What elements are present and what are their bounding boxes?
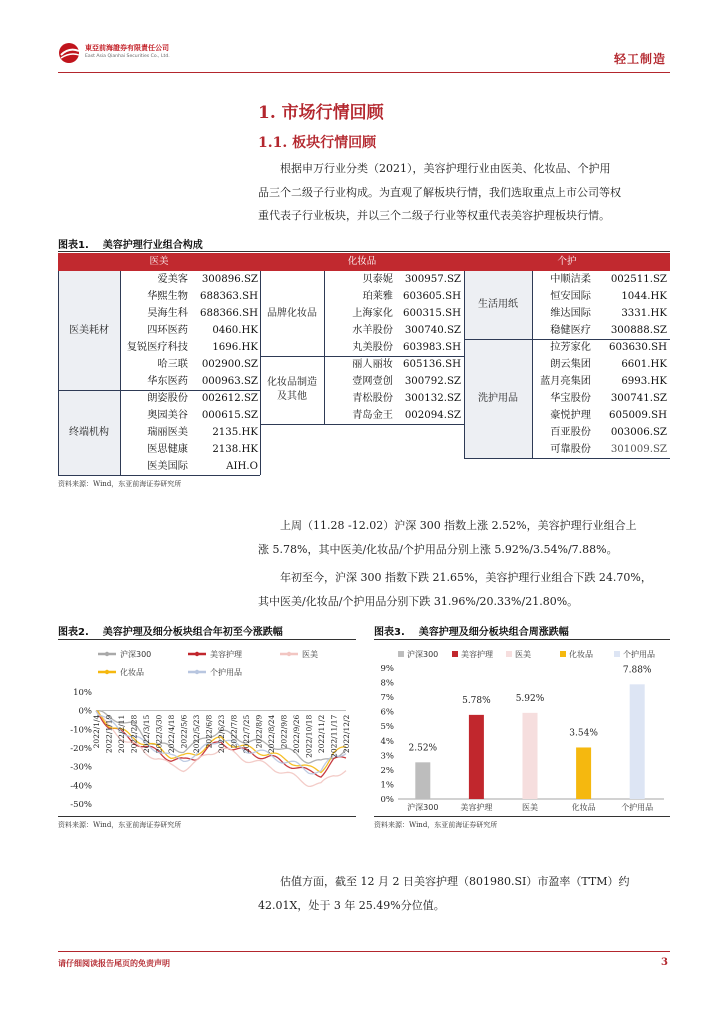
header-medbeauty: 医美 <box>58 253 260 271</box>
x-tick-label: 2022/5/6 <box>179 714 189 749</box>
x-tick-label: 2022/2/11 <box>117 714 126 754</box>
y-tick-label: 0% <box>78 706 92 717</box>
x-tick-label: 2022/10/18 <box>304 714 314 758</box>
text-line: 上周（11.28 -12.02）沪深 300 指数上涨 2.52%，美容护理行业组合上 <box>280 519 637 532</box>
text-line: 年初至今，沪深 300 指数下跌 21.65%，美容护理行业组合下跌 24.70%， <box>280 571 652 584</box>
figure2-number: 图表2. <box>58 627 89 638</box>
company-name-en: East Asia Qianhai Securities Co., Ltd. <box>85 54 170 59</box>
legend-label: 个护用品 <box>210 668 242 677</box>
category-label: 医美 <box>522 803 538 812</box>
company-name: 朗姿股份 <box>147 393 188 404</box>
x-tick-label: 2022/4/18 <box>167 714 176 754</box>
stock-code: 003006.SZ <box>610 427 667 438</box>
stock-code: 300740.SZ <box>404 325 461 336</box>
figure3-source: 资料来源：Wind，东亚前海证券研究所 <box>374 821 498 829</box>
header-divider <box>58 72 670 73</box>
company-name: 四环医药 <box>147 325 188 336</box>
bar <box>469 715 484 799</box>
legend-swatch <box>506 651 512 657</box>
page-header <box>58 40 670 72</box>
text-line: 其中医美/化妆品/个护用品分别下跌 31.96%/20.33%/21.80%。 <box>258 594 579 608</box>
stock-code: 002511.SZ <box>610 274 667 285</box>
stock-code: 1696.HK <box>212 342 258 353</box>
legend-label: 化妆品 <box>569 650 593 659</box>
group-medbeauty-consumables: 医美耗材 <box>58 271 120 390</box>
company-name: 复锐医疗科技 <box>126 342 188 353</box>
company-name: 华宝股份 <box>550 393 591 404</box>
legend-label: 医美 <box>302 650 318 659</box>
figure1-number: 图表1. <box>58 240 89 251</box>
x-tick-label: 2022/6/23 <box>217 714 226 754</box>
y-tick-label: 5% <box>380 722 394 733</box>
company-name: 华东医药 <box>147 376 188 387</box>
bar <box>630 684 645 799</box>
bar <box>576 747 591 799</box>
data-label: 5.92% <box>515 693 545 704</box>
figure1-caption <box>58 236 203 251</box>
legend-swatch <box>614 651 620 657</box>
y-tick-label: 6% <box>380 707 394 718</box>
stock-code: 2135.HK <box>212 427 258 438</box>
company-name: 上海家化 <box>352 308 393 319</box>
company-name: 拉芳家化 <box>550 342 591 353</box>
company-name: 瑞丽医美 <box>147 427 188 438</box>
legend-marker <box>105 670 109 674</box>
company-name: 医美国际 <box>147 461 188 472</box>
text-line: 估值方面，截至 12 月 2 日美容护理（801980.SI）市盈率（TTM）约 <box>280 875 630 888</box>
company-name: 医思健康 <box>147 444 188 455</box>
stock-code: 600315.SH <box>403 308 461 319</box>
table-border <box>464 271 465 458</box>
legend-label: 个护用品 <box>623 650 655 659</box>
y-tick-label: 8% <box>380 678 394 689</box>
x-tick-label: 2022/9/26 <box>292 714 301 754</box>
legend-marker <box>287 652 291 656</box>
company-name: 珀莱雅 <box>362 291 393 302</box>
text-line: 重代表子行业板块，并以三个二级子行业等权重代表美容护理板块行情。 <box>258 209 610 222</box>
x-tick-label: 2022/9/8 <box>279 714 289 749</box>
company-name: 爱美客 <box>157 274 188 285</box>
stock-code: 002612.SZ <box>201 393 258 404</box>
company-name: 豪悦护理 <box>550 410 591 421</box>
table-border <box>260 424 464 425</box>
stock-code: 300792.SZ <box>404 376 461 387</box>
figure1-source: 资料来源：Wind，东亚前海证券研究所 <box>58 480 182 488</box>
header-cosmetics: 化妆品 <box>260 253 464 271</box>
stock-code: 301009.SZ <box>610 444 667 455</box>
figure2-caption-rule <box>58 639 356 640</box>
table-border <box>58 271 59 475</box>
company-name: 奥园美谷 <box>147 410 188 421</box>
valuation-paragraph <box>258 870 670 917</box>
stock-code: 6601.HK <box>621 359 667 370</box>
figure3-number: 图表3. <box>374 627 405 638</box>
stock-code: AIH.O <box>226 461 258 472</box>
figure1-title: 美容护理行业组合构成 <box>102 240 203 251</box>
stock-code: 1044.HK <box>621 291 667 302</box>
x-tick-label: 2022/2/28 <box>129 714 139 754</box>
y-tick-label: -20% <box>70 744 92 754</box>
figure2-source: 资料来源：Wind，东亚前海证券研究所 <box>58 821 182 829</box>
legend-label: 沪深300 <box>120 650 152 659</box>
company-name: 青岛金王 <box>352 410 393 421</box>
figure3-caption-rule <box>374 639 670 640</box>
table-border <box>464 458 670 459</box>
stock-code: 000963.SZ <box>201 376 258 387</box>
figure2-caption <box>58 623 283 638</box>
company-name: 可靠股份 <box>550 444 591 455</box>
stock-code: 605136.SH <box>403 359 461 370</box>
company-name: 青松股份 <box>352 393 393 404</box>
intro-paragraph <box>258 157 670 228</box>
stock-code: 0460.HK <box>212 325 258 336</box>
bar <box>523 713 538 799</box>
company-name: 蓝月亮集团 <box>540 376 591 387</box>
stock-code: 688366.SH <box>200 308 258 319</box>
y-tick-label: 9% <box>380 664 394 674</box>
data-label: 7.88% <box>622 665 652 676</box>
x-tick-label: 2022/1/4 <box>92 714 101 749</box>
company-name: 稳健医疗 <box>550 325 591 336</box>
data-label: 5.78% <box>462 695 491 706</box>
company-name: 壹网壹创 <box>352 376 393 387</box>
x-tick-label: 2022/6/8 <box>204 714 214 749</box>
x-tick-label: 2022/11/2 <box>317 714 326 754</box>
category-label: 美容护理 <box>460 803 493 812</box>
company-name: 水羊股份 <box>352 325 393 336</box>
company-name: 丸美股份 <box>352 342 393 353</box>
legend-marker <box>195 652 199 656</box>
y-tick-label: -50% <box>70 800 92 810</box>
company-name: 贝泰妮 <box>362 274 393 285</box>
header-personal-care: 个护 <box>464 253 670 271</box>
disclaimer-note: 请仔细阅读报告尾页的免责声明 <box>58 959 170 968</box>
x-tick-label: 2022/8/24 <box>267 714 276 754</box>
y-tick-label: 2% <box>380 765 394 776</box>
legend-label: 医美 <box>515 650 531 659</box>
y-tick-label: 10% <box>73 688 92 698</box>
group-brand-cosmetics: 品牌化妆品 <box>260 271 324 356</box>
group-household-paper: 生活用纸 <box>464 271 532 339</box>
ytd-line-chart <box>58 642 356 814</box>
stock-code: 603605.SH <box>403 291 461 302</box>
section-heading: 1. 市场行情回顾 <box>258 103 384 123</box>
page-number: 3 <box>661 957 668 968</box>
stock-code: 300132.SZ <box>404 393 461 404</box>
figure1-caption-rule <box>58 251 670 252</box>
company-name: 百亚股份 <box>550 427 591 438</box>
weekly-paragraph <box>258 514 670 561</box>
stock-code: 603983.SH <box>403 342 461 353</box>
stock-code: 300957.SZ <box>404 274 461 285</box>
composition-table <box>58 253 670 475</box>
legend-label: 化妆品 <box>120 668 144 677</box>
y-tick-label: 7% <box>380 693 394 704</box>
stock-code: 002094.SZ <box>404 410 461 421</box>
legend-swatch <box>452 651 458 657</box>
stock-code: 002900.SZ <box>201 359 258 370</box>
legend-marker <box>195 670 199 674</box>
legend-swatch <box>560 651 566 657</box>
group-terminal-institutions: 终端机构 <box>58 390 120 475</box>
stock-code: 603630.SH <box>609 342 667 353</box>
figure2-title: 美容护理及细分板块组合年初至今涨跌幅 <box>102 627 283 638</box>
company-name: 中顺洁柔 <box>550 274 591 285</box>
x-tick-label: 2022/5/23 <box>192 714 201 754</box>
category-label: 化妆品 <box>571 803 596 812</box>
text-line: 品三个二级子行业构成。为直观了解板块行情，我们选取重点上市公司等权 <box>258 185 621 199</box>
stock-code: 3331.HK <box>621 308 667 319</box>
x-tick-label: 2022/11/17 <box>329 714 339 758</box>
company-name: 维达国际 <box>550 308 591 319</box>
weekly-bar-chart <box>374 642 670 814</box>
legend-label: 沪深300 <box>407 650 439 659</box>
stock-code: 300896.SZ <box>201 274 258 285</box>
ytd-paragraph <box>258 566 670 613</box>
figure3-title: 美容护理及细分板块组合周涨跌幅 <box>418 627 569 638</box>
group-cosmetics-manufacturing: 化妆品制造及其他 <box>260 356 324 424</box>
y-tick-label: 0% <box>380 795 394 805</box>
legend-marker <box>105 652 109 656</box>
x-tick-label: 2022/7/8 <box>229 714 239 749</box>
text-line: 根据申万行业分类（2021），美容护理行业由医美、化妆品、个护用 <box>280 162 611 175</box>
x-tick-label: 2022/3/30 <box>154 714 164 754</box>
legend-label: 美容护理 <box>210 650 242 659</box>
stock-code: 605009.SH <box>609 410 667 421</box>
stock-code: 000615.SZ <box>201 410 258 421</box>
y-tick-label: 1% <box>380 780 394 791</box>
footer-divider <box>58 951 670 952</box>
subsection-heading: 1.1. 板块行情回顾 <box>258 135 377 151</box>
y-tick-label: 3% <box>380 751 394 762</box>
stock-code: 6993.HK <box>621 376 667 387</box>
x-tick-label: 2022/3/15 <box>142 714 151 754</box>
figure2-bottom-rule <box>58 816 356 817</box>
category-label: 沪深300 <box>407 803 439 812</box>
legend-label: 美容护理 <box>461 650 493 659</box>
stock-code: 2138.HK <box>212 444 258 455</box>
text-line: 42.01X，处于 3 年 25.49%分位值。 <box>258 898 445 912</box>
sector-tag: 轻工制造 <box>613 52 666 66</box>
data-label: 2.52% <box>408 743 438 754</box>
company-name: 华熙生物 <box>147 291 188 302</box>
y-tick-label: -10% <box>70 725 92 736</box>
y-tick-label: -40% <box>70 781 92 792</box>
text-line: 涨 5.78%，其中医美/化妆品/个护用品分别上涨 5.92%/3.54%/7.88%。 <box>258 542 618 556</box>
category-label: 个护用品 <box>621 803 654 812</box>
x-tick-label: 2022/8/9 <box>254 714 264 749</box>
stock-code: 300741.SZ <box>610 393 667 404</box>
stock-code: 688363.SH <box>200 291 258 302</box>
y-tick-label: 4% <box>380 736 394 747</box>
bar <box>415 762 430 799</box>
company-logo-icon <box>58 42 82 64</box>
data-label: 3.54% <box>569 728 598 739</box>
y-tick-label: -30% <box>70 762 92 773</box>
stock-code: 300888.SZ <box>610 325 667 336</box>
company-name: 哈三联 <box>157 359 188 370</box>
company-name: 昊海生科 <box>147 308 188 319</box>
company-name: 丽人丽妆 <box>352 359 393 370</box>
table-border <box>260 271 261 475</box>
group-washing-care: 洗护用品 <box>464 339 532 458</box>
company-name: 恒安国际 <box>550 291 591 302</box>
figure3-caption <box>374 623 569 638</box>
table-border <box>58 475 260 476</box>
figure3-bottom-rule <box>374 816 670 817</box>
company-name-cn: 東亞前海證券有限責任公司 <box>85 44 169 52</box>
company-name: 朗云集团 <box>550 359 591 370</box>
legend-swatch <box>398 651 404 657</box>
x-tick-label: 2022/1/19 <box>104 714 114 754</box>
x-tick-label: 2022/7/25 <box>242 714 251 754</box>
x-tick-label: 2022/12/2 <box>342 714 351 754</box>
